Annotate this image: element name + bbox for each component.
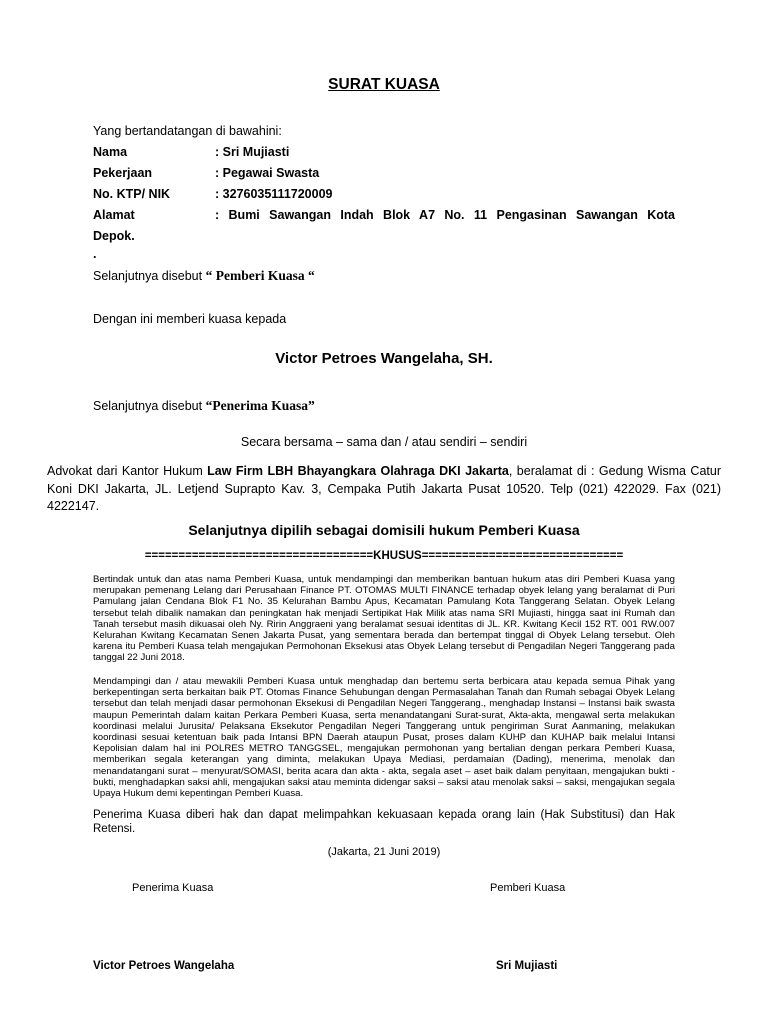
penerima-term: “Penerima Kuasa” (205, 398, 315, 413)
field-value-nama: : Sri Mujiasti (215, 145, 290, 159)
penerima-prefix: Selanjutnya disebut (93, 399, 206, 413)
advokat-pre: Advokat dari Kantor Hukum (47, 464, 208, 478)
memberi-line: Dengan ini memberi kuasa kepada (93, 312, 287, 326)
pemberi-term: “ Pemberi Kuasa “ (205, 268, 315, 283)
document-title: SURAT KUASA (328, 76, 440, 93)
advokat-post: , beralamat di : Gedung Wisma Catur Koni DKI Jakarta, JL. Letjend Suprapto Kav. 3, Cempaka Putih Jakarta Pusat 10520. Telp (021) 422029. Fax (021) 4222147. (47, 464, 721, 513)
sign-left-name: Victor Petroes Wangelaha (93, 960, 235, 972)
bersama-line: Secara bersama – sama dan / atau sendiri – sendiri (240, 435, 528, 449)
pemberi-line (93, 268, 315, 284)
paragraph-1: Bertindak untuk dan atas nama Pemberi Kuasa, untuk mendampingi dan memberikan bantuan hukum atas diri Pemberi Kuasa yang merupakan pemenang Lelang dari Perusahaan Finance PT. OTOMAS MULTI FINANCE terhadap obyek lelang yang beralamat di Puri Pamulang jalan Cendana Blok F1 No. 35 Kelurahan Bambu Apus, Kecamatan Pamulang Kota Tanggerang Selatan. Obyek Lelang tersebut telah dibalik namakan dan peningkatan hak menjadi Sertipikat Hak Milik atas nama SRI Mujiasti, hingga saat ini Rumah dan Tanah tersebut masih dikuasai oleh Ny. Ririn Anggraeni yang beralamat sesuai identitas di JL. KR. Kwitang Kecil 152 RT. 001 RW.007 Kelurahan Kwitang Kecamatan Senen Jakarta Pusat, yang sementara berada dan bertempat tinggal di Obyek Lelang tersebut. Oleh karena itu Pemberi Kuasa telah mengajukan Permohonan Eksekusi atas Obyek Lelang tersebut di Pengadilan Negeri Tanggerang pada tanggal 22 Juni 2018. (93, 574, 675, 664)
field-label-ktp: No. KTP/ NIK (93, 187, 171, 201)
sign-left-label: Penerima Kuasa (132, 882, 214, 894)
advokat-paragraph (47, 463, 721, 516)
law-firm-name: Law Firm LBH Bhayangkara Olahraga DKI Jakarta (207, 464, 509, 478)
sign-right-name: Sri Mujiasti (496, 960, 558, 972)
intro-text: Yang bertandatangan di bawahini: (93, 124, 282, 138)
field-value-ktp: : 3276035111720009 (215, 187, 333, 201)
recipient-name: Victor Petroes Wangelaha, SH. (275, 350, 493, 367)
khusus-divider: ==================================KHUSUS============================== (144, 550, 624, 562)
dot-mark: . (93, 247, 97, 261)
address-continuation: Depok. (93, 229, 135, 243)
pemberi-prefix: Selanjutnya disebut (93, 269, 206, 283)
paragraph-3: Penerima Kuasa diberi hak dan dapat melimpahkan kekuasaan kepada orang lain (Hak Substitusi) dan Hak Retensi. (93, 809, 675, 835)
paragraph-2: Mendampingi dan / atau mewakili Pemberi Kuasa untuk menghadap dan bertemu serta berbicara atau kepada semua Pihak yang berkepentingan serta berkaitan baik PT. Otomas Finance Sehubungan dengan Permasalahan Tanah dan Rumah sebagai Obyek Lelang tersebut dan telah menjadi dasar permohonan Eksekusi di Pengadilan Negeri Tanggerang., menghadap Instansi – Instansi baik swasta maupun Pemerintah dalam kaitan Perkara Pemberi Kuasa, serta menandatangani Surat-surat, Akta-akta, mengawal serta melakukan koordinasi melalui Jurusita/ Pelaksana Eksekutor Pengadilan Negeri Tanggerang untuk pengiriman Surat Aanmaning, melakukan koordinasi sesuai ketentuan baik pada Intansi BPN Daerah ataupun Pusat, proses dalam KUHP dan KUHAP baik melalui Intansi Kepolisian dalam hal ini POLRES METRO TANGGSEL, mengajukan permohonan yang bertalian dengan perkara Pemberi Kuasa, memberikan segala keterangan yang diminta, melakukan Upaya Mediasi, perdamaian (Dading), menerima, menolak dan menandatangani surat – menyurat/SOMASI, berita acara dan akta - akta, segala aset – aset baik dalam penyitaan, mengajukan bukti - bukti, menghadapkan saksi ahli, mengajukan saksi atau meminta didengar saksi – saksi atau menolak saksi – saksi, mengajukan segala Upaya Hukum demi kepentingan Pemberi Kuasa. (93, 676, 675, 800)
penerima-line (93, 398, 315, 414)
sign-right-label: Pemberi Kuasa (490, 882, 566, 894)
field-value-pekerjaan: : Pegawai Swasta (215, 166, 320, 180)
field-label-pekerjaan: Pekerjaan (93, 166, 153, 180)
field-value-alamat: : Bumi Sawangan Indah Blok A7 No. 11 Pengasinan Sawangan Kota (215, 208, 675, 222)
document-date: (Jakarta, 21 Juni 2019) (327, 846, 441, 858)
domisili-heading: Selanjutnya dipilih sebagai domisili hukum Pemberi Kuasa (188, 522, 580, 538)
field-label-alamat: Alamat (93, 208, 135, 222)
field-label-nama: Nama (93, 145, 128, 159)
